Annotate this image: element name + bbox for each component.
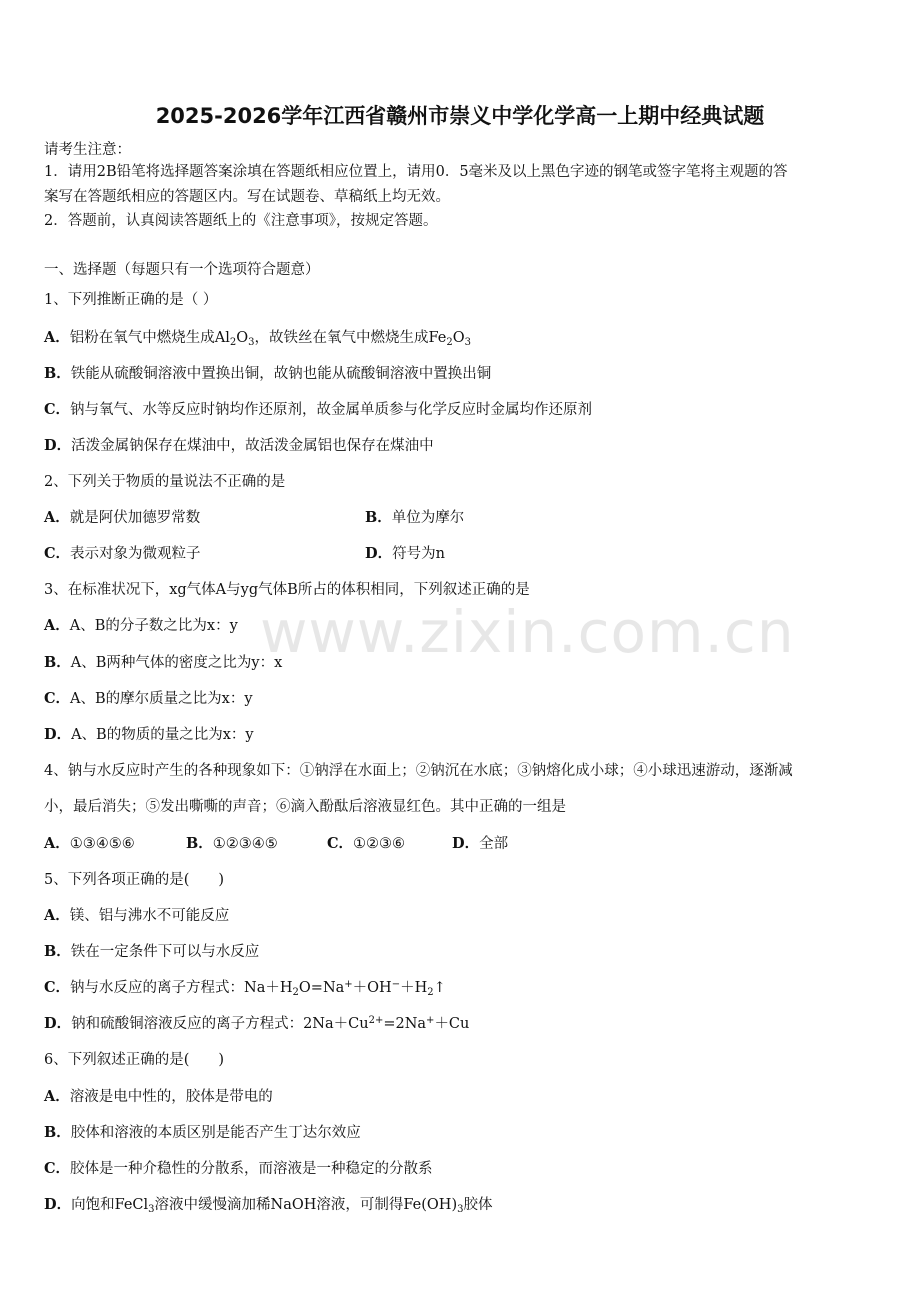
superscript: − xyxy=(391,979,401,990)
superscript: + xyxy=(344,979,353,990)
q6-d-text: 向饱和FeCl xyxy=(71,1197,149,1213)
option-letter: B． xyxy=(44,1124,71,1141)
subscript: 2 xyxy=(427,987,434,998)
q5-c-text: O=Na xyxy=(298,980,345,996)
option-letter: D． xyxy=(44,1196,72,1213)
q5-d-text: 钠和硫酸铜溶液反应的离子方程式：2Na＋Cu xyxy=(71,1016,369,1032)
option-letter: C． xyxy=(44,979,71,996)
option-letter: B． xyxy=(44,943,71,960)
q3-option-b xyxy=(44,651,282,672)
q5-option-a xyxy=(44,904,229,925)
q5-a-text: 镁、铝与沸水不可能反应 xyxy=(69,908,230,924)
subscript: 3 xyxy=(457,1204,464,1215)
q6-b-text: 胶体和溶液的本质区别是能否产生丁达尔效应 xyxy=(70,1125,361,1141)
q5-d-text: ＋Cu xyxy=(434,1016,470,1032)
q6-stem: 6、下列叙述正确的是( ) xyxy=(44,1052,225,1068)
q6-a-text: 溶液是电中性的，胶体是带电的 xyxy=(69,1089,273,1105)
option-letter: C． xyxy=(44,690,71,707)
q1-a-text: O xyxy=(452,330,465,346)
q5-c-text: ＋OH xyxy=(352,980,392,996)
superscript: 2+ xyxy=(368,1015,384,1026)
notice-item-2: 2．答题前，认真阅读答题纸上的《注意事项》，按规定答题。 xyxy=(44,213,438,229)
option-letter: D． xyxy=(365,545,393,562)
q6-d-text: 胶体 xyxy=(463,1197,493,1213)
q4-d-text: 全部 xyxy=(479,836,509,852)
notice-heading: 请考生注意： xyxy=(44,142,131,158)
q5-c-text: ＋H xyxy=(400,980,428,996)
q6-option-a xyxy=(44,1085,273,1106)
subscript: 2 xyxy=(292,987,299,998)
q1-stem: 1、下列推断正确的是（ ） xyxy=(44,292,218,308)
option-letter: B． xyxy=(44,365,71,382)
q3-b-text: A、B两种气体的密度之比为y：x xyxy=(70,655,283,671)
q4-option-c xyxy=(327,832,405,853)
q3-option-a xyxy=(44,614,238,635)
page-title: 2025-2026学年江西省赣州市崇义中学化学高一上期中经典试题 xyxy=(155,104,765,128)
q5-option-b xyxy=(44,940,259,961)
option-letter: C． xyxy=(327,835,354,852)
q1-option-d xyxy=(44,434,434,455)
option-letter: A． xyxy=(44,617,70,634)
q5-b-text: 铁在一定条件下可以与水反应 xyxy=(70,944,260,960)
q2-b-text: 单位为摩尔 xyxy=(391,510,465,526)
q5-c-text: 钠与水反应的离子方程式：Na＋H xyxy=(70,980,293,996)
q1-option-a xyxy=(44,326,471,348)
option-letter: D． xyxy=(44,437,72,454)
section-heading: 一、选择题（每题只有一个选项符合题意） xyxy=(44,262,320,278)
q1-a-text: ，故铁丝在氧气中燃烧生成Fe xyxy=(254,330,447,346)
option-letter: A． xyxy=(44,329,70,346)
option-letter: C． xyxy=(44,545,71,562)
q6-d-text: 溶液中缓慢滴加稀NaOH溶液，可制得Fe(OH) xyxy=(154,1197,458,1213)
option-letter: B． xyxy=(44,654,71,671)
option-letter: B． xyxy=(365,509,392,526)
q2-option-a xyxy=(44,506,200,527)
option-letter: C． xyxy=(44,1160,71,1177)
q1-option-c xyxy=(44,398,592,419)
q2-d-text: 符号为n xyxy=(392,546,445,562)
option-letter: A． xyxy=(44,907,70,924)
watermark: www.zixin.com.cn xyxy=(260,598,795,666)
q4-option-b xyxy=(186,832,278,853)
q6-option-c xyxy=(44,1157,433,1178)
q6-c-text: 胶体是一种介稳性的分散系，而溶液是一种稳定的分散系 xyxy=(70,1161,433,1177)
q4-stem-line-1: 4、钠与水反应时产生的各种现象如下：①钠浮在水面上；②钠沉在水底；③钠熔化成小球；④小球迅速游动，逐渐减 xyxy=(44,763,793,779)
q1-c-text: 钠与氧气、水等反应时钠均作还原剂，故金属单质参与化学反应时金属均作还原剂 xyxy=(70,402,593,418)
option-letter: D． xyxy=(44,1015,72,1032)
q2-a-text: 就是阿伏加德罗常数 xyxy=(69,510,201,526)
subscript: 2 xyxy=(446,337,453,348)
q3-d-text: A、B的物质的量之比为x：y xyxy=(71,727,254,743)
q2-option-b xyxy=(365,506,464,527)
notice-item-1-line-1: 1．请用2B铅笔将选择题答案涂填在答题纸相应位置上，请用0．5毫米及以上黑色字迹的钢笔或签字笔将主观题的答 xyxy=(44,164,788,180)
q1-a-text: O xyxy=(236,330,249,346)
subscript: 2 xyxy=(229,337,237,348)
q1-option-b xyxy=(44,362,491,383)
q5-stem: 5、下列各项正确的是( ) xyxy=(44,872,225,888)
q1-b-text: 铁能从硫酸铜溶液中置换出铜，故钠也能从硫酸铜溶液中置换出铜 xyxy=(70,366,492,382)
option-letter: A． xyxy=(44,835,70,852)
q2-option-d xyxy=(365,542,445,563)
q4-option-a xyxy=(44,832,135,853)
notice-item-1-line-2: 案写在答题纸相应的答题区内。写在试题卷、草稿纸上均无效。 xyxy=(44,189,450,205)
q5-d-text: =2Na xyxy=(383,1016,427,1032)
q4-option-d xyxy=(452,832,508,853)
q2-c-text: 表示对象为微观粒子 xyxy=(70,546,201,562)
q1-d-text: 活泼金属钠保存在煤油中，故活泼金属铝也保存在煤油中 xyxy=(71,438,434,454)
q3-stem: 3、在标准状况下，xg气体A与yg气体B所占的体积相同，下列叙述正确的是 xyxy=(44,582,530,598)
q3-a-text: A、B的分子数之比为x：y xyxy=(69,618,238,634)
subscript: 3 xyxy=(148,1204,155,1215)
q6-option-d xyxy=(44,1193,492,1215)
q4-stem-line-2: 小，最后消失；⑤发出嘶嘶的声音；⑥滴入酚酞后溶液显红色。其中正确的一组是 xyxy=(44,799,566,815)
q4-a-text: ①③④⑤⑥ xyxy=(69,836,135,852)
q3-c-text: A、B的摩尔质量之比为x：y xyxy=(70,691,253,707)
option-letter: D． xyxy=(452,835,480,852)
option-letter: A． xyxy=(44,509,70,526)
q5-option-d xyxy=(44,1012,469,1033)
q4-c-text: ①②③⑥ xyxy=(353,836,406,852)
gas-arrow: ↑ xyxy=(433,980,446,996)
option-letter: D． xyxy=(44,726,72,743)
superscript: + xyxy=(426,1015,435,1026)
q3-option-d xyxy=(44,723,254,744)
q1-a-text: 铝粉在氧气中燃烧生成Al xyxy=(69,330,230,346)
q2-stem: 2、下列关于物质的量说法不正确的是 xyxy=(44,474,286,490)
q5-option-c xyxy=(44,976,446,998)
subscript: 3 xyxy=(248,337,255,348)
option-letter: C． xyxy=(44,401,71,418)
subscript: 3 xyxy=(464,337,472,348)
option-letter: A． xyxy=(44,1088,70,1105)
q4-b-text: ①②③④⑤ xyxy=(212,836,278,852)
q3-option-c xyxy=(44,687,253,708)
q2-option-c xyxy=(44,542,201,563)
q6-option-b xyxy=(44,1121,361,1142)
option-letter: B． xyxy=(186,835,213,852)
